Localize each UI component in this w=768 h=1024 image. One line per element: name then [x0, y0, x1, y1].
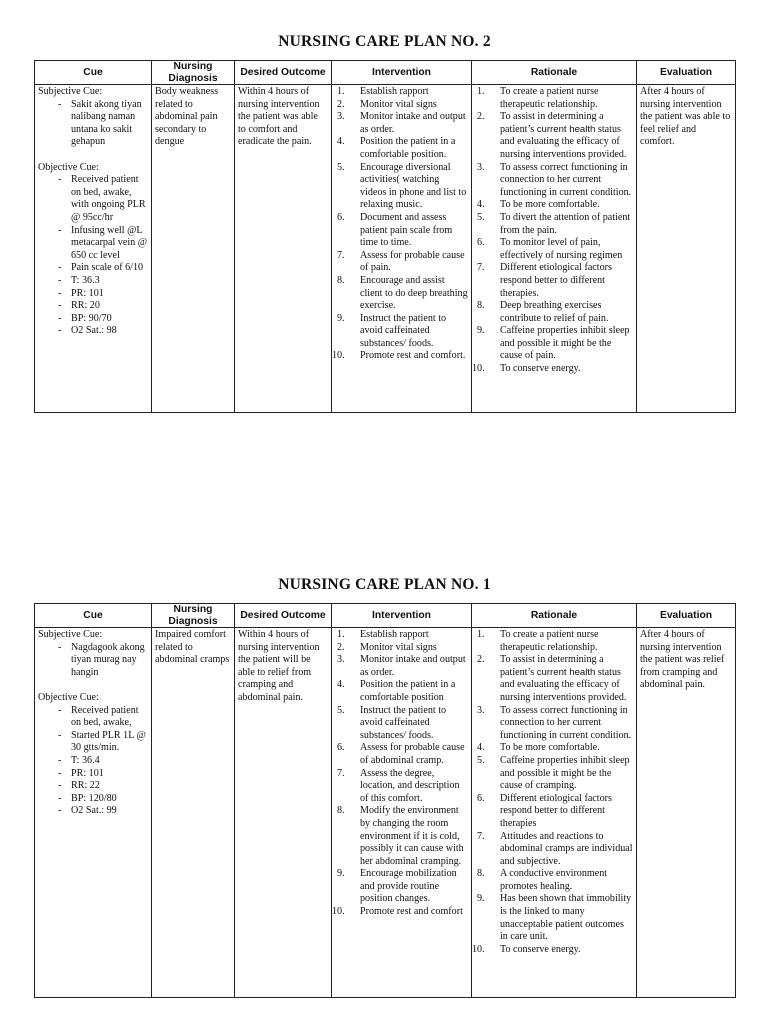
header-evaluation: Evaluation	[637, 604, 736, 628]
list-item: 9. Encourage mobilization and provide routine position changes.	[337, 868, 457, 905]
list-item: - RR: 20	[38, 300, 148, 313]
list-item: - BP: 120/80	[38, 793, 148, 806]
list-item: - Sakit akong tiyan nalibang naman untana ko sakit gehapun	[38, 99, 148, 149]
list-item: 7. Attitudes and reactions to abdominal cramps are individual and subjective.	[477, 830, 633, 867]
list-item: - Nagdagook akong tiyan murag nay hangin	[38, 642, 148, 680]
list-item: 4. Position the patient in a comfortable position	[337, 679, 456, 703]
care-plan-1	[34, 576, 735, 998]
evaluation-cell: After 4 hours of nursing intervention the patient was able to feel relief and comfort.	[637, 85, 736, 413]
subjective-label: Subjective Cue:	[38, 86, 103, 97]
table-row	[35, 85, 736, 413]
list-item: - Started PLR 1L @ 30 gtts/min.	[38, 730, 148, 755]
list-item: 2. Monitor vital signs	[337, 641, 437, 653]
list-item: - Pain scale of 6/10	[38, 262, 148, 275]
rationale-cell	[472, 85, 637, 413]
list-item: - RR: 22	[38, 780, 148, 793]
list-item: 3. To assess correct functioning in connection to her current functioning in current condition.	[477, 161, 632, 198]
header-outcome: Desired Outcome	[235, 604, 332, 628]
rationale-list	[472, 629, 633, 956]
list-item: 4. Position the patient in a comfortable position.	[337, 136, 456, 160]
header-rationale: Rationale	[472, 604, 637, 628]
plan-title: NURSING CARE PLAN NO. 1	[278, 576, 491, 593]
care-plan-table	[34, 60, 736, 413]
header-diagnosis: Nursing Diagnosis	[152, 61, 235, 85]
header-cue: Cue	[35, 61, 152, 85]
header-evaluation: Evaluation	[637, 61, 736, 85]
header-intervention: Intervention	[332, 61, 472, 85]
list-item: 1. To create a patient nurse therapeutic relationship.	[477, 629, 599, 653]
list-item: - O2 Sat.: 98	[38, 325, 148, 338]
table-header-row	[35, 604, 736, 628]
list-item: 10. To conserve energy.	[472, 363, 581, 375]
list-item: 5. Instruct the patient to avoid caffeinated substances/ foods.	[337, 704, 447, 741]
care-plan-2	[34, 33, 735, 413]
rationale-list	[472, 86, 633, 376]
list-item: 3. Monitor intake and output as order.	[337, 111, 466, 135]
intervention-cell	[332, 628, 472, 998]
list-item: 6. To monitor level of pain, effectively of nursing regimen	[477, 237, 623, 261]
list-item: 4. To be more comfortable.	[477, 742, 600, 754]
list-item: 5. Caffeine properties inhibit sleep and possible it might be the cause of cramping.	[477, 754, 630, 792]
care-plan-table	[34, 603, 736, 998]
list-item: 10. Promote rest and comfort	[332, 906, 463, 918]
objective-list	[38, 705, 148, 818]
objective-label: Objective Cue:	[38, 691, 99, 703]
list-item: - O2 Sat.: 99	[38, 805, 148, 818]
intervention-list	[332, 86, 468, 363]
header-diagnosis: Nursing Diagnosis	[152, 604, 235, 628]
list-item: - PR: 101	[38, 288, 148, 301]
list-item: 7. Assess for probable cause of pain.	[337, 249, 465, 274]
header-intervention: Intervention	[332, 604, 472, 628]
list-item: 3. Monitor intake and output as order.	[337, 654, 466, 678]
header-rationale: Rationale	[472, 61, 637, 85]
header-outcome: Desired Outcome	[235, 61, 332, 85]
plan-title: NURSING CARE PLAN NO. 2	[278, 33, 491, 50]
list-item: 8. A conductive environment promotes healing.	[477, 868, 608, 892]
diagnosis-cell: Body weakness related to abdominal pain secondary to dengue	[152, 85, 235, 413]
list-item: 10. To conserve energy.	[472, 943, 581, 955]
intervention-list	[332, 629, 468, 919]
list-item: - Infusing well @L metacarpal vein @ 650 cc level	[38, 225, 148, 263]
evaluation-cell: After 4 hours of nursing intervention the patient was relief from cramping and abdominal pain.	[637, 628, 736, 998]
list-item: 2. Monitor vital signs	[337, 98, 437, 110]
list-item: 3. To assess correct functioning in connection to her current functioning in current condition.	[477, 704, 632, 741]
list-item: 1. To create a patient nurse therapeutic relationship.	[477, 86, 599, 110]
cue-cell	[35, 85, 152, 413]
list-item: 9. Instruct the patient to avoid caffeinated substances/ foods.	[337, 312, 447, 349]
list-item: 1. Establish rapport	[337, 86, 429, 97]
list-item: 10. Promote rest and comfort.	[332, 350, 466, 362]
cue-cell	[35, 628, 152, 998]
list-item: 7. Assess the degree, location, and description of this comfort.	[337, 767, 460, 804]
table-row	[35, 628, 736, 998]
list-item: 4. To be more comfortable.	[477, 199, 600, 211]
list-item: 9. Caffeine properties inhibit sleep and possible it might be the cause of pain.	[477, 325, 630, 362]
diagnosis-cell: Impaired comfort related to abdominal cramps	[152, 628, 235, 998]
list-item: 8. Modify the environment by changing the room environment if it is cold, possibly it can cause with her abdominal cramping.	[337, 805, 464, 867]
list-item: 2. To assist in determining a patient’s current health status and evaluating the efficacy of nursing interventions provided.	[477, 654, 627, 703]
list-item: 9. Has been shown that immobility is the linked to many unacceptable patient outcomes in care unit.	[477, 893, 632, 943]
outcome-cell: Within 4 hours of nursing intervention the patient was able to comfort and eradicate the pain.	[235, 85, 332, 413]
list-item: - BP: 90/70	[38, 313, 148, 326]
list-item: 5. To divert the attention of patient from the pain.	[477, 211, 631, 236]
list-item: 7. Different etiological factors respond better to different therapies.	[477, 262, 612, 299]
list-item: - PR: 101	[38, 768, 148, 781]
list-item: 8. Encourage and assist client to do deep breathing exercise.	[337, 274, 468, 312]
list-item: - T: 36.4	[38, 755, 148, 768]
outcome-cell: Within 4 hours of nursing intervention the patient will be able to relief from cramping and abdominal pain.	[235, 628, 332, 998]
list-item: 6. Assess for probable cause of abdominal cramp.	[337, 742, 465, 766]
rationale-cell	[472, 628, 637, 998]
list-item: 6. Different etiological factors respond better to different therapies	[477, 792, 612, 829]
list-item: 2. To assist in determining a patient’s current health status and evaluating the efficacy of nursing interventions provided.	[477, 111, 627, 160]
list-item: 6. Document and assess patient pain scale from time to time.	[337, 211, 453, 249]
subjective-list	[38, 642, 148, 680]
table-header-row	[35, 61, 736, 85]
subjective-label: Subjective Cue:	[38, 629, 103, 640]
intervention-cell	[332, 85, 472, 413]
list-item: 8. Deep breathing exercises contribute to relief of pain.	[477, 300, 609, 324]
header-cue: Cue	[35, 604, 152, 628]
objective-list	[38, 174, 148, 338]
subjective-list	[38, 99, 148, 149]
list-item: - Received patient on bed, awake, with ongoing PLR @ 95cc/hr	[38, 174, 148, 224]
list-item: - Received patient on bed, awake,	[38, 705, 148, 730]
objective-label: Objective Cue:	[38, 161, 99, 173]
list-item: 5. Encourage diversional activities( watching videos in phone and list to relaxing music.	[337, 161, 467, 211]
list-item: - T: 36.3	[38, 275, 148, 288]
list-item: 1. Establish rapport	[337, 629, 429, 640]
